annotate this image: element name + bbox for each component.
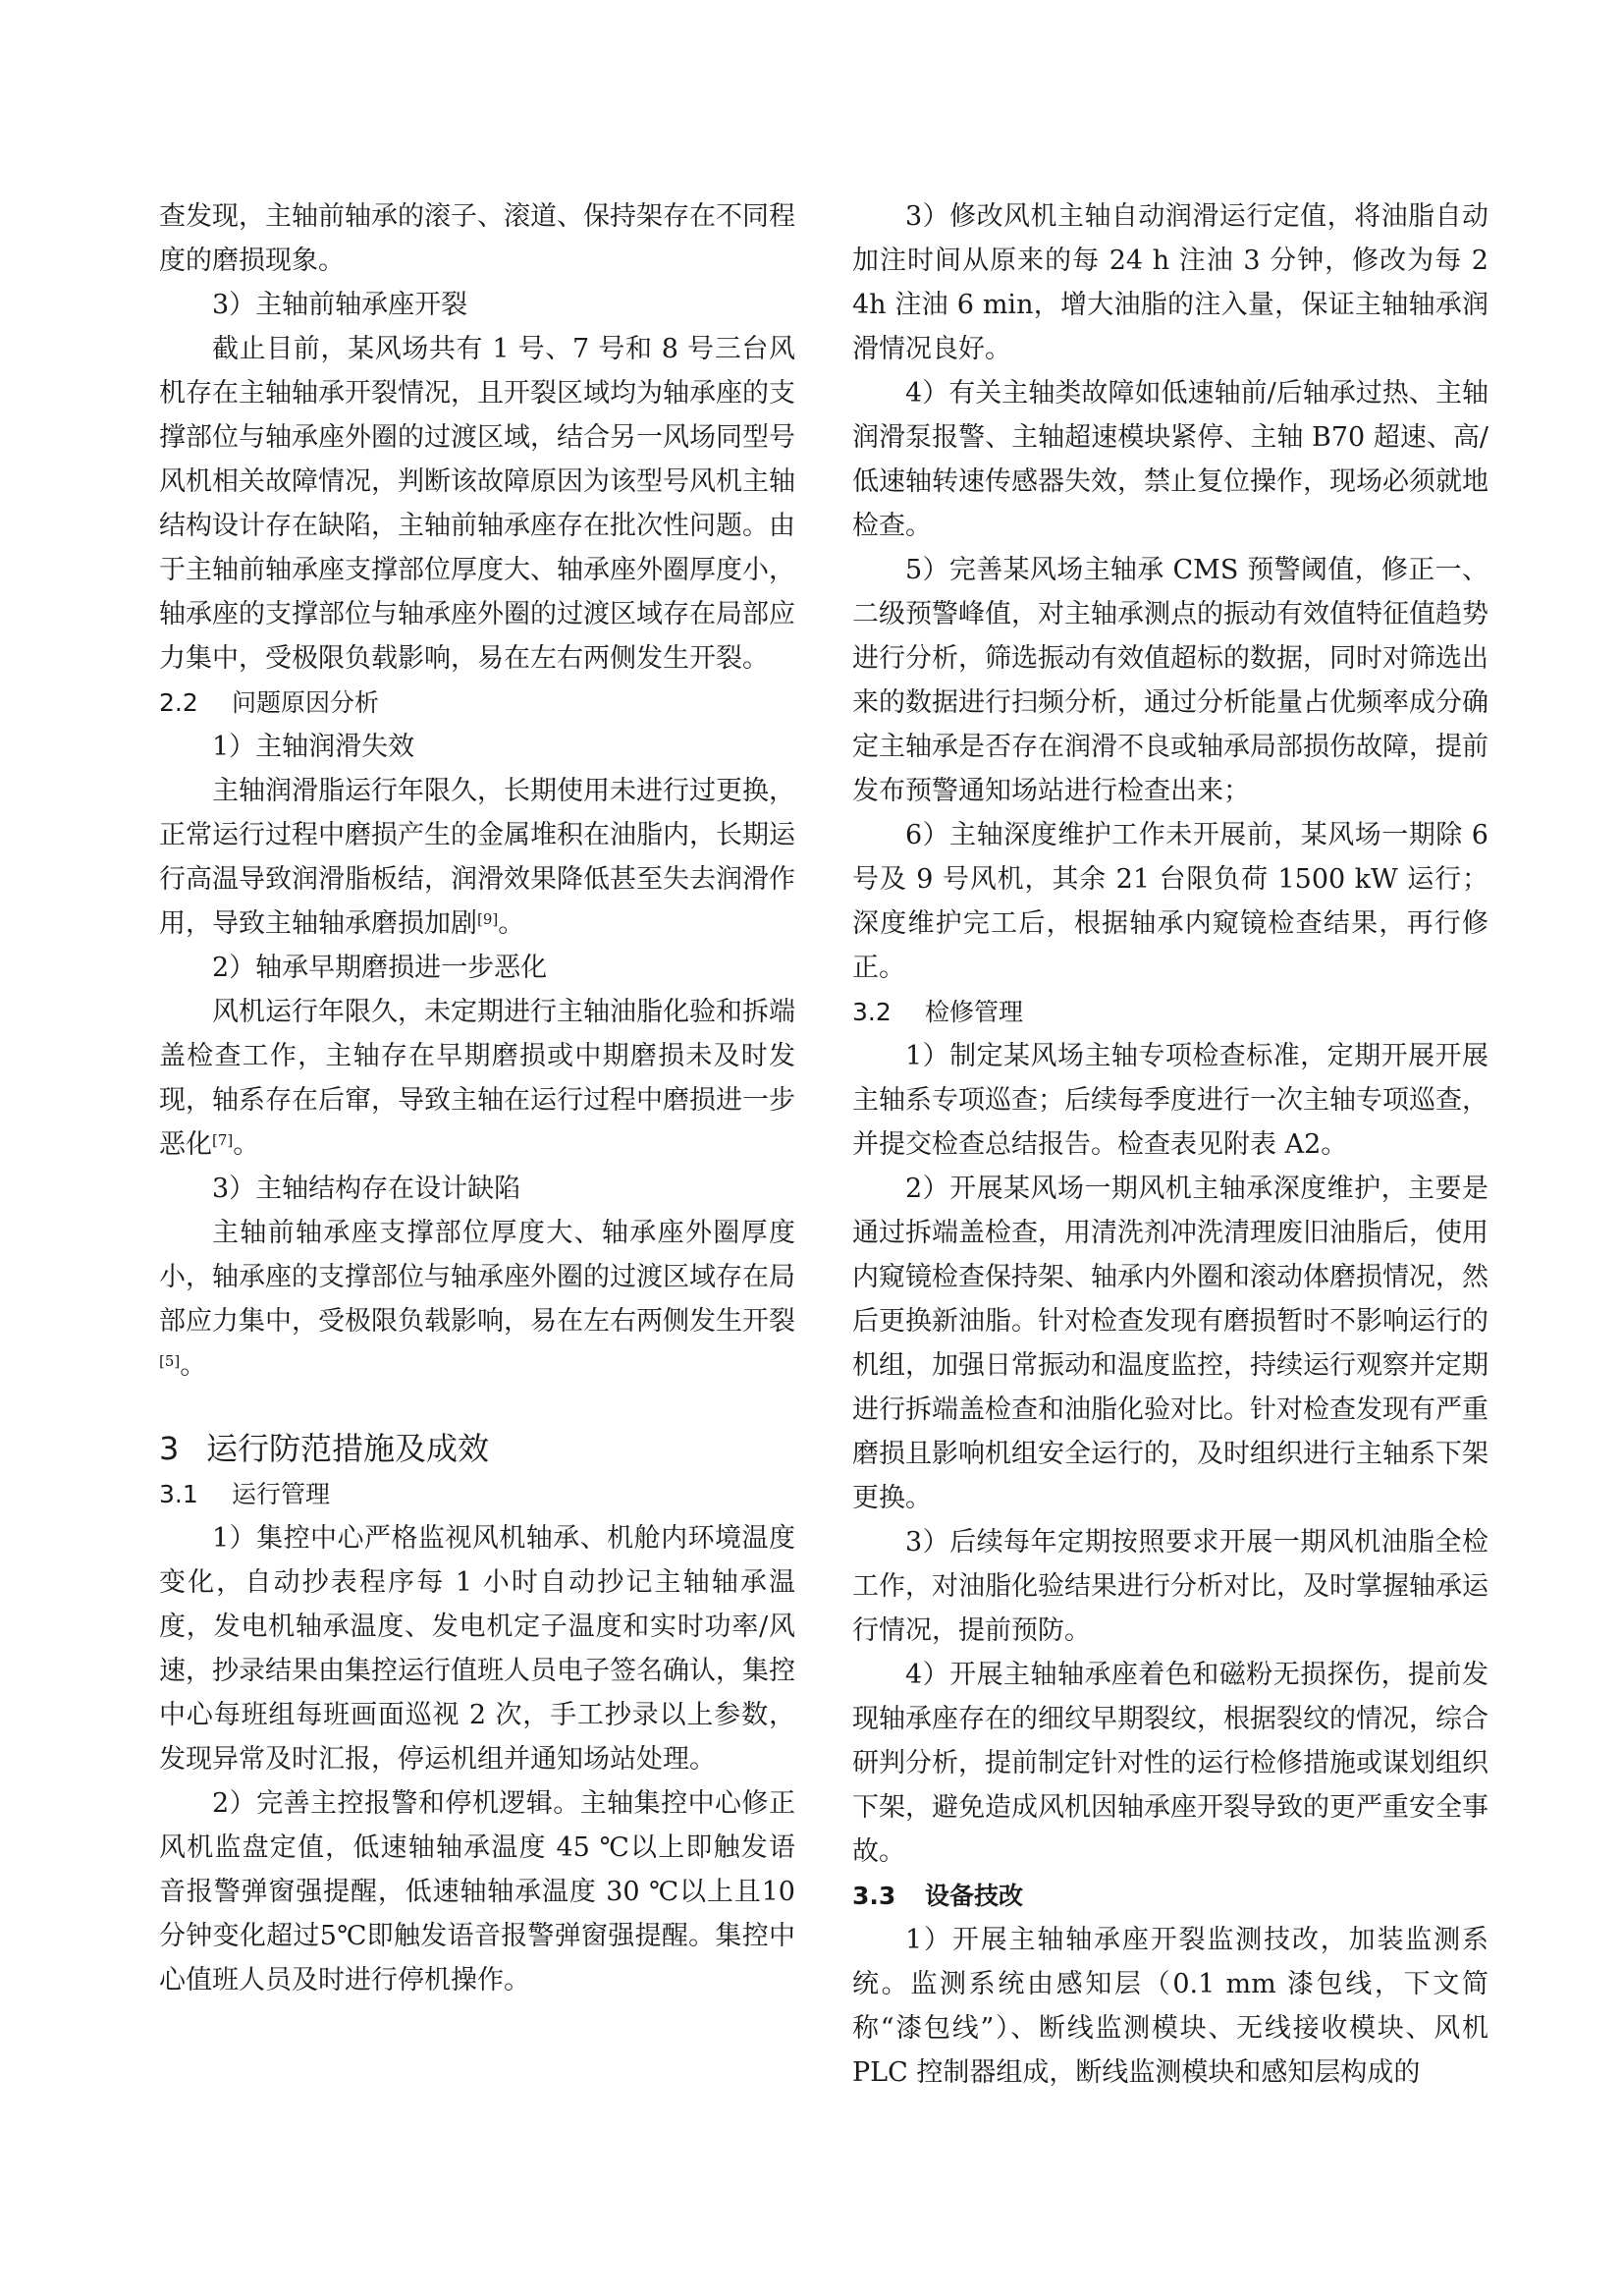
section-heading-3: 3 运行防范措施及成效 (159, 1430, 490, 1467)
section-heading-2-2: 2.2 问题原因分析 (159, 688, 380, 717)
operation-measure-4: 4）有关主轴类故障如低速轴前/后轴承过热、主轴润滑泵报警、主轴超速模块紧停、主轴 B70 超速、高/低速轴转速传感器失效，禁止复位操作，现场必须就地检查。 (852, 378, 1488, 541)
maintenance-measure-3: 3）后续每年定期按照要求开展一期风机油脂全检工作，对油脂化验结果进行分析对比，及时掌握轴承运行情况，提前预防。 (852, 1527, 1488, 1646)
operation-measure-3: 3）修改风机主轴自动润滑运行定值，将油脂自动加注时间从原来的每 24 h 注油 3 分钟，修改为每 2 4h 注油 6 min，增大油脂的注入量，保证主轴轴承润滑情况良好。 (852, 201, 1488, 364)
section-heading-3-1: 3.1 运行管理 (159, 1480, 331, 1508)
cause-1-text: 主轴润滑脂运行年限久，长期使用未进行过更换，正常运行过程中磨损产生的金属堆积在油脂内，长期运行高温导致润滑脂板结，润滑效果降低甚至失去润滑作用，导致主轴轴承磨损加剧[9]。 (159, 776, 795, 939)
left-column (159, 194, 795, 2002)
right-column (852, 194, 1488, 2095)
maintenance-measure-1: 1）制定某风场主轴专项检查标准，定期开展开展主轴系专项巡查；后续每季度进行一次主轴专项巡查，并提交检查总结报告。检查表见附表 A2。 (852, 1041, 1488, 1160)
maintenance-measure-2: 2）开展某风场一期风机主轴承深度维护，主要是通过拆端盖检查，用清洗剂冲洗清理废旧油脂后，使用内窥镜检查保持架、轴承内外圈和滚动体磨损情况，然后更换新油脂。针对检查发现有磨损暂时不影响运行的机组，加强日常振动和温度监控，持续运行观察并定期进行拆端盖检查和油脂化验对比。针对检查发现有严重磨损且影响机组安全运行的，及时组织进行主轴系下架更换。 (852, 1174, 1488, 1513)
citation-ref: [9] (477, 910, 499, 928)
paragraph-continued: 查发现，主轴前轴承的滚子、滚道、保持架存在不同程度的磨损现象。 (159, 201, 795, 276)
operation-measure-6: 6）主轴深度维护工作未开展前，某风场一期除 6 号及 9 号风机，其余 21 台限负荷 1500 kW 运行；深度维护完工后，根据轴承内窥镜检查结果，再行修正。 (852, 820, 1488, 983)
item-front-bearing-crack: 3）主轴前轴承座开裂 (212, 290, 468, 320)
cause-2-title: 2）轴承早期磨损进一步恶化 (212, 953, 548, 983)
maintenance-measure-4: 4）开展主轴轴承座着色和磁粉无损探伤，提前发现轴承座存在的细纹早期裂纹，根据裂纹的情况，综合研判分析，提前制定针对性的运行检修措施或谋划组织下架，避免造成风机因轴承座开裂导致的更严重安全事故。 (852, 1660, 1488, 1867)
cause-1-title: 1）主轴润滑失效 (212, 732, 415, 762)
cause-3-title: 3）主轴结构存在设计缺陷 (212, 1174, 521, 1204)
paragraph-crack-analysis: 截止目前，某风场共有 1 号、7 号和 8 号三台风机存在主轴轴承开裂情况，且开裂区域均为轴承座的支撑部位与轴承座外圈的过渡区域，结合另一风场同型号风机相关故障情况，判断该故障原因为该型号风机主轴结构设计存在缺陷，主轴前轴承座存在批次性问题。由于主轴前轴承座支撑部位厚度大、轴承座外圈厚度小，轴承座的支撑部位与轴承座外圈的过渡区域存在局部应力集中，受极限负载影响，易在左右两侧发生开裂。 (159, 334, 795, 674)
section-heading-3-3: 3.3 设备技改 (852, 1882, 1024, 1910)
citation-ref: [7] (212, 1131, 234, 1149)
operation-measure-1: 1）集控中心严格监视风机轴承、机舱内环境温度变化，自动抄表程序每 1 小时自动抄记主轴轴承温度，发电机轴承温度、发电机定子温度和实时功率/风速，抄录结果由集控运行值班人员电子签名确认，集控中心每班组每班画面巡视 2 次，手工抄录以上参数，发现异常及时汇报，停运机组并通知场站处理。 (159, 1523, 795, 1775)
operation-measure-5: 5）完善某风场主轴承 CMS 预警阈值，修正一、二级预警峰值，对主轴承测点的振动有效值特征值趋势进行分析，筛选振动有效值超标的数据，同时对筛选出来的数据进行扫频分析，通过分析能量占优频率成分确定主轴承是否存在润滑不良或轴承局部损伤故障，提前发布预警通知场站进行检查出来； (852, 555, 1488, 806)
citation-ref: [5] (159, 1352, 181, 1370)
section-heading-3-2: 3.2 检修管理 (852, 998, 1024, 1026)
operation-measure-2: 2）完善主控报警和停机逻辑。主轴集控中心修正风机监盘定值，低速轴轴承温度 45 ℃以上即触发语音报警弹窗强提醒，低速轴轴承温度 30 ℃以上且10分钟变化超过5℃即触发语音报警弹窗强提醒。集控中心值班人员及时进行停机操作。 (159, 1788, 795, 1995)
retrofit-measure-1: 1）开展主轴轴承座开裂监测技改，加装监测系统。监测系统由感知层（0.1 mm 漆包线，下文简称“漆包线”）、断线监测模块、无线接收模块、风机 PLC 控制器组成，断线监测模块和感知层构成的 (852, 1925, 1488, 2088)
cause-2-text: 风机运行年限久，未定期进行主轴油脂化验和拆端盖检查工作，主轴存在早期磨损或中期磨损未及时发现，轴系存在后窜，导致主轴在运行过程中磨损进一步恶化[7]。 (159, 997, 795, 1160)
cause-3-text: 主轴前轴承座支撑部位厚度大、轴承座外圈厚度小，轴承座的支撑部位与轴承座外圈的过渡区域存在局部应力集中，受极限负载影响，易在左右两侧发生开裂[5]。 (159, 1218, 795, 1381)
